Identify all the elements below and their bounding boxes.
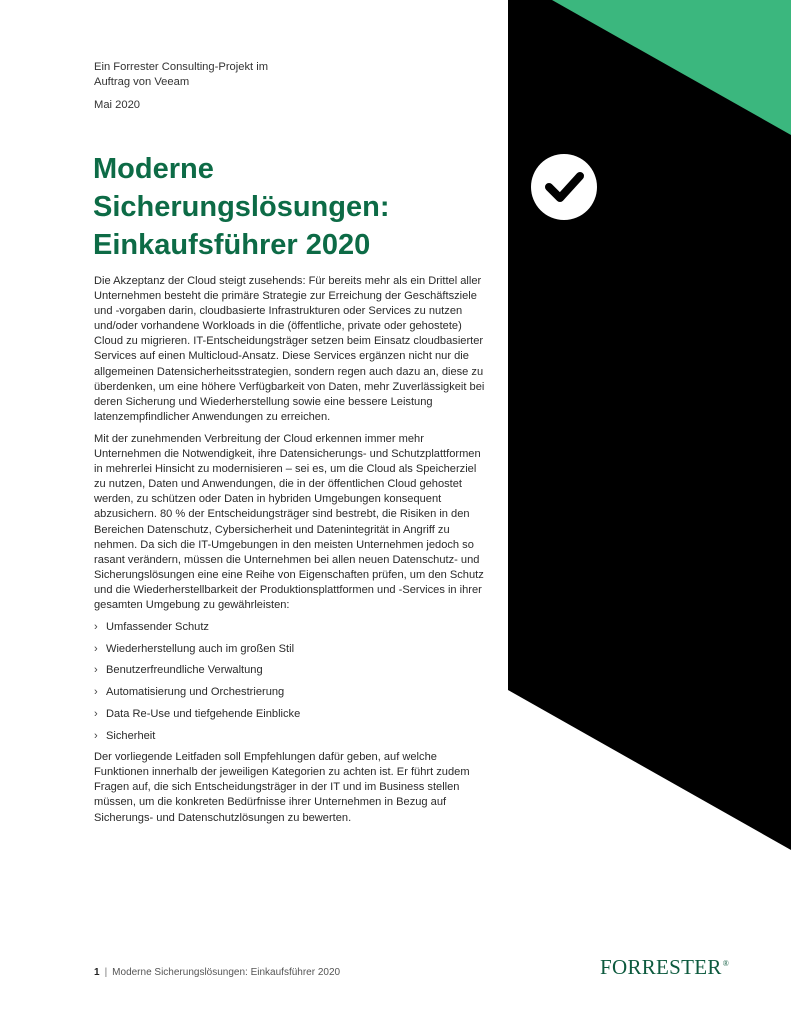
page-title — [93, 150, 493, 264]
footer-separator: | — [104, 967, 108, 978]
report-meta — [94, 60, 268, 113]
page-number: 1 — [94, 967, 100, 978]
list-item: › Wiederherstellung auch im großen Stil — [94, 642, 488, 657]
body-text — [94, 274, 488, 833]
meta-line-2: Auftrag von Veeam — [94, 76, 190, 88]
list-item: › Automatisierung und Orchestrierung — [94, 685, 488, 700]
paragraph-intro: Die Akzeptanz der Cloud steigt zusehends: Für bereits mehr als ein Drittel aller Unternehmen besteht die primäre Strategie zur Erreichung der Geschäftsziele und -vorgaben darin, cloudbasierte Infrastrukturen oder Services zu nutzen und/oder vorhandene Workloads in die (öffentliche, private oder gehostete) Cloud zu migrieren. IT-Entscheidungsträger setzen beim Einsatz cloudbasierter Services auf einen Multicloud-Ansatz. Diese Services ergänzen nicht nur die allgemeinen Datensicherheitsstrategien, sondern regen auch dazu an, diese zu überdenken, um eine höhere Verfügbarkeit von Daten, mehr Zuverlässigkeit bei deren Sicherung und Wiederherstellung sowie eine bessere Leistung latenzempfindlicher Anwendungen zu erreichen. — [94, 275, 485, 423]
meta-line-1: Ein Forrester Consulting-Projekt im — [94, 61, 269, 73]
list-item: › Umfassender Schutz — [94, 620, 488, 635]
checkmark-icon — [531, 154, 597, 220]
black-panel — [508, 0, 791, 850]
chevron-right-icon: › — [94, 621, 98, 634]
title-line-3: Einkaufsführer 2020 — [93, 229, 371, 261]
list-item: › Benutzerfreundliche Verwaltung — [94, 663, 488, 678]
page-footer — [94, 967, 340, 978]
chevron-right-icon: › — [94, 664, 98, 677]
title-line-1: Moderne — [93, 153, 214, 185]
registered-mark: ® — [722, 959, 730, 968]
list-item: › Data Re-Use und tiefgehende Einblicke — [94, 707, 488, 722]
title-line-2: Sicherungslösungen: — [93, 191, 390, 223]
paragraph-guide: Der vorliegende Leitfaden soll Empfehlungen dafür geben, auf welche Funktionen innerhalb der jeweiligen Kategorien zu achten ist. Er führt zudem Fragen auf, die sich Entscheidungsträger in der IT und im Business stellen müssen, um die konkreten Bedürfnisse ihrer Unternehmen in Bezug auf Sicherungs- und Datenschutzlösungen zu bewerten. — [94, 751, 470, 824]
logo-text: FORRESTER — [600, 955, 722, 979]
chevron-right-icon: › — [94, 642, 98, 655]
footer-title: Moderne Sicherungslösungen: Einkaufsführer 2020 — [112, 967, 341, 978]
chevron-right-icon: › — [94, 707, 98, 720]
chevron-right-icon: › — [94, 686, 98, 699]
feature-list — [94, 620, 488, 744]
report-date: Mai 2020 — [94, 99, 141, 111]
forrester-logo — [600, 955, 729, 980]
chevron-right-icon: › — [94, 729, 98, 742]
paragraph-cloud: Mit der zunehmenden Verbreitung der Cloud erkennen immer mehr Unternehmen die Notwendigkeit, ihre Datensicherungs- und Schutzplattformen in mehrerlei Hinsicht zu modernisieren – sei es, um die Cloud als Speicherziel zu nutzen, Daten und Anwendungen, die in der öffentlichen Cloud gehostet werden, zu schützen oder Daten in hybriden Umgebungen konsequent abzusichern. 80 % der Entscheidungsträger sind bestrebt, die Risiken in den Bereichen Datenschutz, Cybersicherheit und Datenintegrität in Angriff zu nehmen. Da sich die IT-Umgebungen in den meisten Unternehmen jedoch so rasant verändern, müssen die Unternehmen bei allen neuen Datenschutz- und Sicherungslösungen eine eine Reihe von Eigenschaften prüfen, um den Schutz und die Wiederherstellbarkeit der Produktionsplattformen und -Services in ihrer gesamten Umgebung zu gewährleisten: — [94, 432, 484, 611]
list-item: › Sicherheit — [94, 729, 488, 744]
